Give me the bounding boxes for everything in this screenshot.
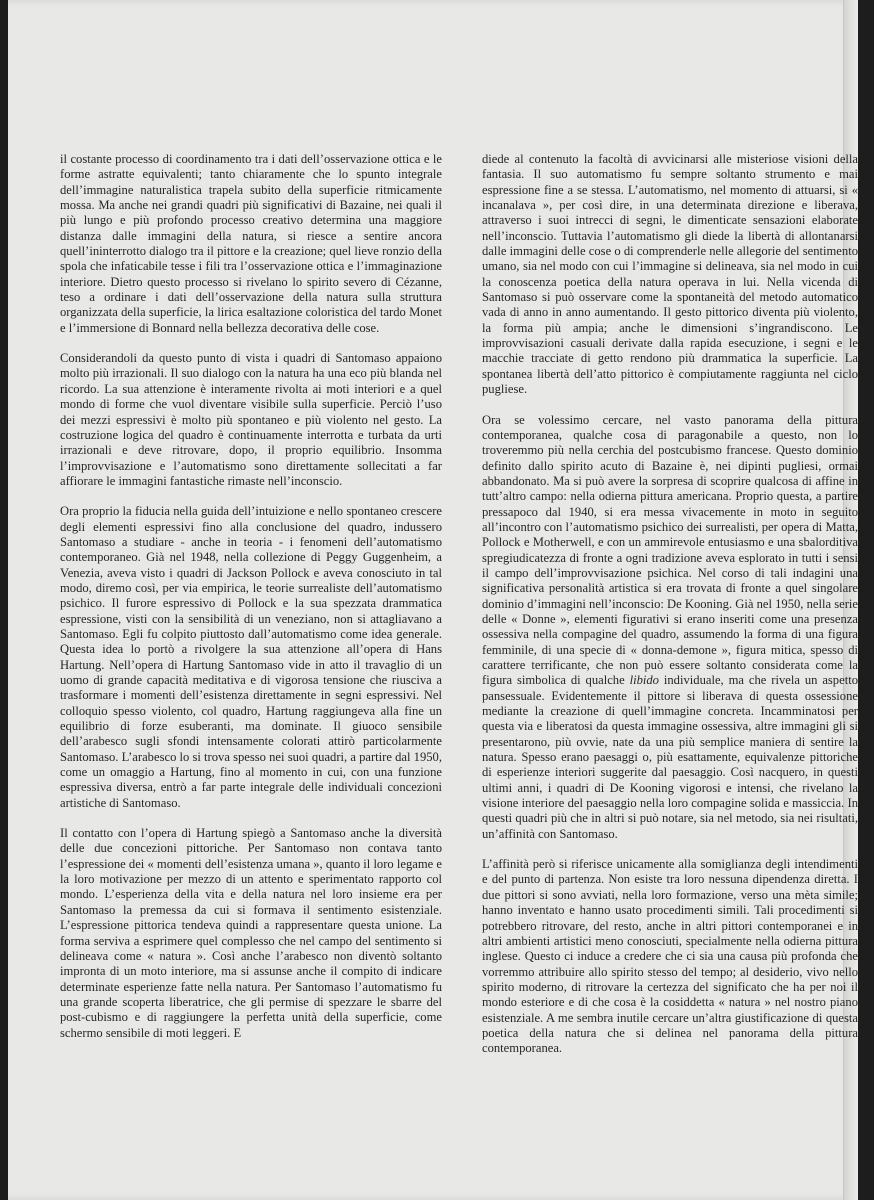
- paragraph: [482, 413, 858, 843]
- paragraph-text: Ora se volessimo cercare, nel vasto panorama della pittura contemporanea, qualche cosa di paragonabile a questo, non lo troveremmo più nella cerchia del postcubismo francese. Questo dominio definito dallo spirito acuto di Bazaine è, nei dipinti pugliesi, ormai abbandonato. Ma si può avere la sorpresa di scoprire qualcosa di affine in tutt’altro campo: nella odierna pittura americana. Proprio questa, a partire pressapoco dal 1940, si era messa vivacemente in moto in seguito all’incontro con l’automatismo psichico dei surrealisti, per opera di Matta, Pollock e Motherwell, e con un ammirevole entusiasmo e una sbalorditiva spregiudicatezza di fronte a ogni tradizione aveva esplorato in tutti i sensi il campo dell’improvvisazione psichica. Nel corso di tali indagini una significativa personalità artistica si era trovata di fronte a quel singolare dominio d’immagini nell’inconscio: De Kooning. Già nel 1950, nella serie delle « Donne », elementi figurativi si erano inseriti come una presenza ossessiva nella compagine del quadro, assumendo la forma di una figura femminile, di una specie di « donna-demone », figura mitica, spesso di carattere terrificante, che non può essere soltanto considerata come la figura simbolica di qualche: [482, 412, 858, 688]
- paragraph: Considerandoli da questo punto di vista i quadri di Santomaso appaiono molto più irrazionali. Il suo dialogo con la natura ha una eco più blanda nel ricordo. La sua attenzione è interamente rivolta ai moti interiori e a quel mondo di forme che vuol diventare visibile sulla superficie. Perciò l’uso dei mezzi espressivi è molto più spontaneo e più violento nel gesto. La costruzione logica del quadro è continuamente interrotta e turbata da urti irrazionali e deve ritrovare, dopo, il proprio equilibrio. Insomma l’improvvisazione e l’automatismo sono direttamente sollecitati a far affiorare le immagini fantastiche rimaste nell’inconscio.: [60, 351, 442, 488]
- paragraph: L’affinità però si riferisce unicamente alla somiglianza degli intendimenti e del punto di partenza. Non esiste tra loro nessuna dipendenza diretta. I due pittori si sono avviati, nella loro formazione, verso una mèta simile; hanno inventato e hanno usato procedimenti simili. Tali procedimenti si potrebbero ritrovare, del resto, anche in altri pittori contemporanei e in altri ambienti artistici meno conosciuti, specialmente nella odierna pittura inglese. Questo ci induce a credere che ci sia una causa più profonda che vorremmo attribuire allo spirito stesso del tempo; al desiderio, vivo nello spirito moderno, di ritrovare la certezza del significato che ha per noi il mondo esteriore e di che cosa è la cosiddetta « natura » nel nostro piano esistenziale. A me sembra inutile cercare un’altra giustificazione di questa poetica della natura che si delinea nel panorama della pittura contemporanea.: [482, 857, 858, 1056]
- paragraph: Ora proprio la fiducia nella guida dell’intuizione e nello spontaneo crescere degli elementi espressivi fino alla conclusione del quadro, indussero Santomaso a studiare - anche in teoria - i fenomeni dell’automatismo contemporaneo. Già nel 1948, nella collezione di Peggy Guggenheim, a Venezia, aveva visto i quadri di Jackson Pollock e aveva conosciuto in tal modo, diremo così, per via empirica, le teorie surrealiste dell’automatismo psichico. Il furore espressivo di Pollock e la sua spezzata drammatica espressione, visti con la sensibilità di un veneziano, non si attagliavano a Santomaso. Egli fu colpito piuttosto dall’automatismo come idea generale. Questa idea lo portò a rivolgere la sua attenzione all’opera di Hans Hartung. Nell’opera di Hartung Santomaso vide in atto il travaglio di un uomo di grande capacità meditativa e di vigorosa tensione che riusciva a trasformare i momenti dell’esistenza direttamente in segni espressivi. Nel colloquio spesso violento, col quadro, Hartung raggiungeva alla fine un equilibrio di forze esuberanti, ma dominate. Il giuoco sensibile dell’arabesco sugli sfondi intensamente colorati attirò particolarmente Santomaso. L’arabesco lo si trova spesso nei suoi quadri, a partire dal 1950, come un omaggio a Hartung, fino al momento in cui, con una funzione espressiva diversa, entrò a far parte integrale delle individuali concezioni artistiche di Santomaso.: [60, 504, 442, 810]
- left-column: [60, 152, 442, 1056]
- italic-term: libido: [629, 673, 659, 688]
- paragraph-text: individuale, ma che rivela un aspetto pansessuale. Evidentemente il pittore si liberava di questa ossessione mediante la creazione di quell’immagine concreta. Incamminatosi per questa via e liberatosi da questa immagine ossessiva, altre immagini gli si presentarono, più ovvie, nate da una più semplice maniera di sentire la natura. Spesso erano paesaggi o, più esattamente, equivalenze pittoriche di esperienze interiori suggerite dal paesaggio. Così nacquero, in questi ultimi anni, i quadri di De Kooning vigorosi e intensi, che rivelano la visione interiore del paesaggio nella loro compagine solida e massiccia. In questi quadri più che in altri si può notare, sia nel metodo, sia nei risultati, un’affinità con Santomaso.: [482, 673, 858, 841]
- paragraph: Il contatto con l’opera di Hartung spiegò a Santomaso anche la diversità delle due concezioni pittoriche. Per Santomaso non contava tanto l’espressione dei « momenti dell’esistenza umana », quanto il loro legame e la loro motivazione per mezzo di un attento e sperimentato rapporto col mondo. L’esperienza della vita e della natura nel loro insieme era per Santomaso la premessa da cui si formava il sentimento esistenziale. L’espressione pittorica tendeva quindi a rappresentare questa unione. La forma serviva a esprimere quel complesso che nel campo del sentimento si delineava come « natura ». Così anche l’arabesco non diventò soltanto impronta di un moto interiore, ma si assunse anche il compito di indicare determinate esperienze fatte nella natura. Per Santomaso l’automatismo fu una grande scoperta liberatrice, che gli permise di spezzare le sbarre del post-cubismo e di raggiungere la perfetta unità della superficie, come schermo sensibile di moti leggeri. E: [60, 826, 442, 1040]
- right-column: [482, 152, 858, 1072]
- paragraph: il costante processo di coordinamento tra i dati dell’osservazione ottica e le forme astratte equivalenti; tanto chiaramente che lo spunto integrale dell’immagine naturalistica trapela subito della superficie ritmicamente mossa. Ma anche nei grandi quadri più significativi di Bazaine, nei quali il più lungo e più profondo processo creativo determina una maggiore distanza dalle immagini della natura, si riesce a sentire ancora quell’ininterrotto dialogo tra il pittore e la creazione; quel lieve ronzio della spola che infaticabile tesse i fili tra l’osservazione ottica e l’immaginazione interiore. Dietro questo processo si rivelano lo spirito severo di Cézanne, teso a ordinare i dati dell’osservazione della natura sulla struttura organizzata della superficie, la lirica esaltazione coloristica del tardo Monet e l’immersione di Bonnard nella bellezza decorativa delle cose.: [60, 152, 442, 335]
- paragraph: diede al contenuto la facoltà di avvicinarsi alle misteriose visioni della fantasia. Il suo automatismo fu sempre soltanto strumento e mai espressione fine a se stessa. L’automatismo, nel momento di attuarsi, si « incanalava », per così dire, in una determinata direzione e liberava, attraverso i suoi intrecci di segni, le dimenticate sensazioni elaborate nell’inconscio. Tuttavia l’automatismo gli diede la libertà di allontanarsi dalle immagini delle cose o di comprenderle nelle allegorie del sentimento umano, sia nel modo con cui l’immagine si delineava, sia nel modo in cui la conoscenza poetica della natura operava in lui. Nella vicenda di Santomaso si può osservare come la spontaneità del metodo automatico vada di anno in anno aumentando. Il gesto pittorico diventa più violento, la forma più ampia; anche le dimensioni s’ingrandiscono. Le improvvisazioni casuali derivate dalla rapida esecuzione, i segni e le macchie tracciate di getto rendono più drammatica la superficie. La spontanea libertà dell’atto pittorico è compiutamente raggiunta nel ciclo pugliese.: [482, 152, 858, 397]
- book-page: [8, 0, 858, 1200]
